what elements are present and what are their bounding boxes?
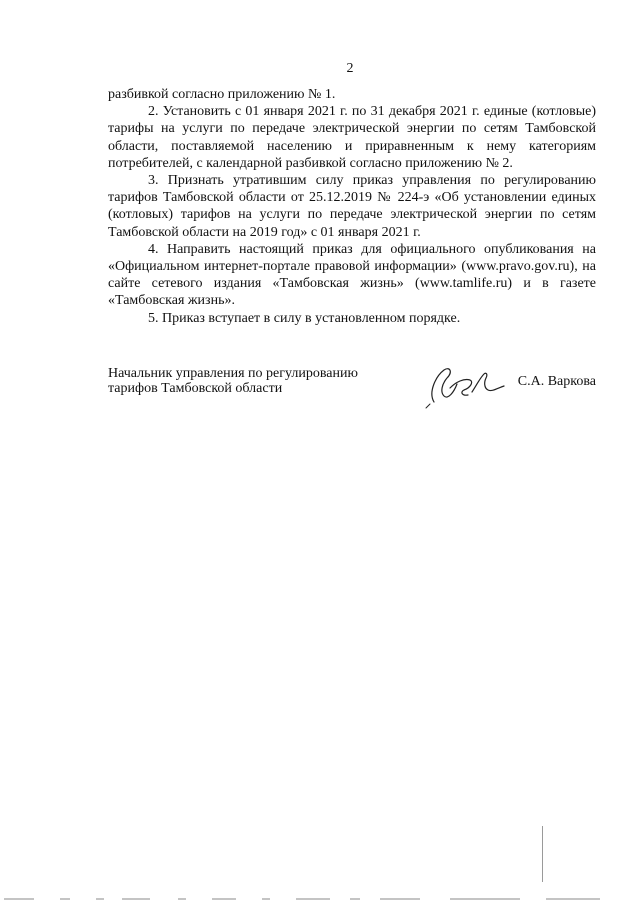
paragraph-continuation: разбивкой согласно приложению № 1. [108, 87, 336, 102]
scan-artifact-marks [0, 896, 640, 902]
signatory-name: С.А. Варкова [517, 374, 596, 389]
scan-artifact-line [542, 826, 543, 882]
signatory-position-line-1: Начальник управления по регулированию [108, 366, 358, 381]
signature-block [108, 366, 596, 416]
paragraph-item-4: 4. Направить настоящий приказ для официального опубликования на «Официальном интернет-портале правовой информации» (www.pravo.gov.ru), на сайте сетевого издания «Тамбовская жизнь» (www.tamlife.ru) и в газете «Тамбовская жизнь». [108, 241, 596, 309]
paragraph-item-5: 5. Приказ вступает в силу в установленном порядке. [148, 310, 461, 326]
signatory-position-line-2: тарифов Тамбовской области [108, 381, 283, 396]
paragraph-item-2: 2. Установить с 01 января 2021 г. по 31 декабря 2021 г. единые (котловые) тарифы на услуги по передаче электрической энергии по сетям Тамбовской области, поставляемой населению и приравненным к нему категориям потребителей, с календарной разбивкой согласно приложению № 2. [108, 104, 596, 171]
page-number: 2 [346, 61, 354, 76]
signatory-position [108, 366, 398, 396]
paragraph-item-3: 3. Признать утратившим силу приказ управления по регулированию тарифов Тамбовской области от 25.12.2019 № 224-э «Об установлении единых (котловых) тарифов на услуги по передаче электрической энергии по сетям Тамбовской области на 2019 год» с 01 января 2021 г. [108, 173, 596, 240]
handwritten-signature [420, 362, 512, 410]
document-body [108, 86, 596, 327]
